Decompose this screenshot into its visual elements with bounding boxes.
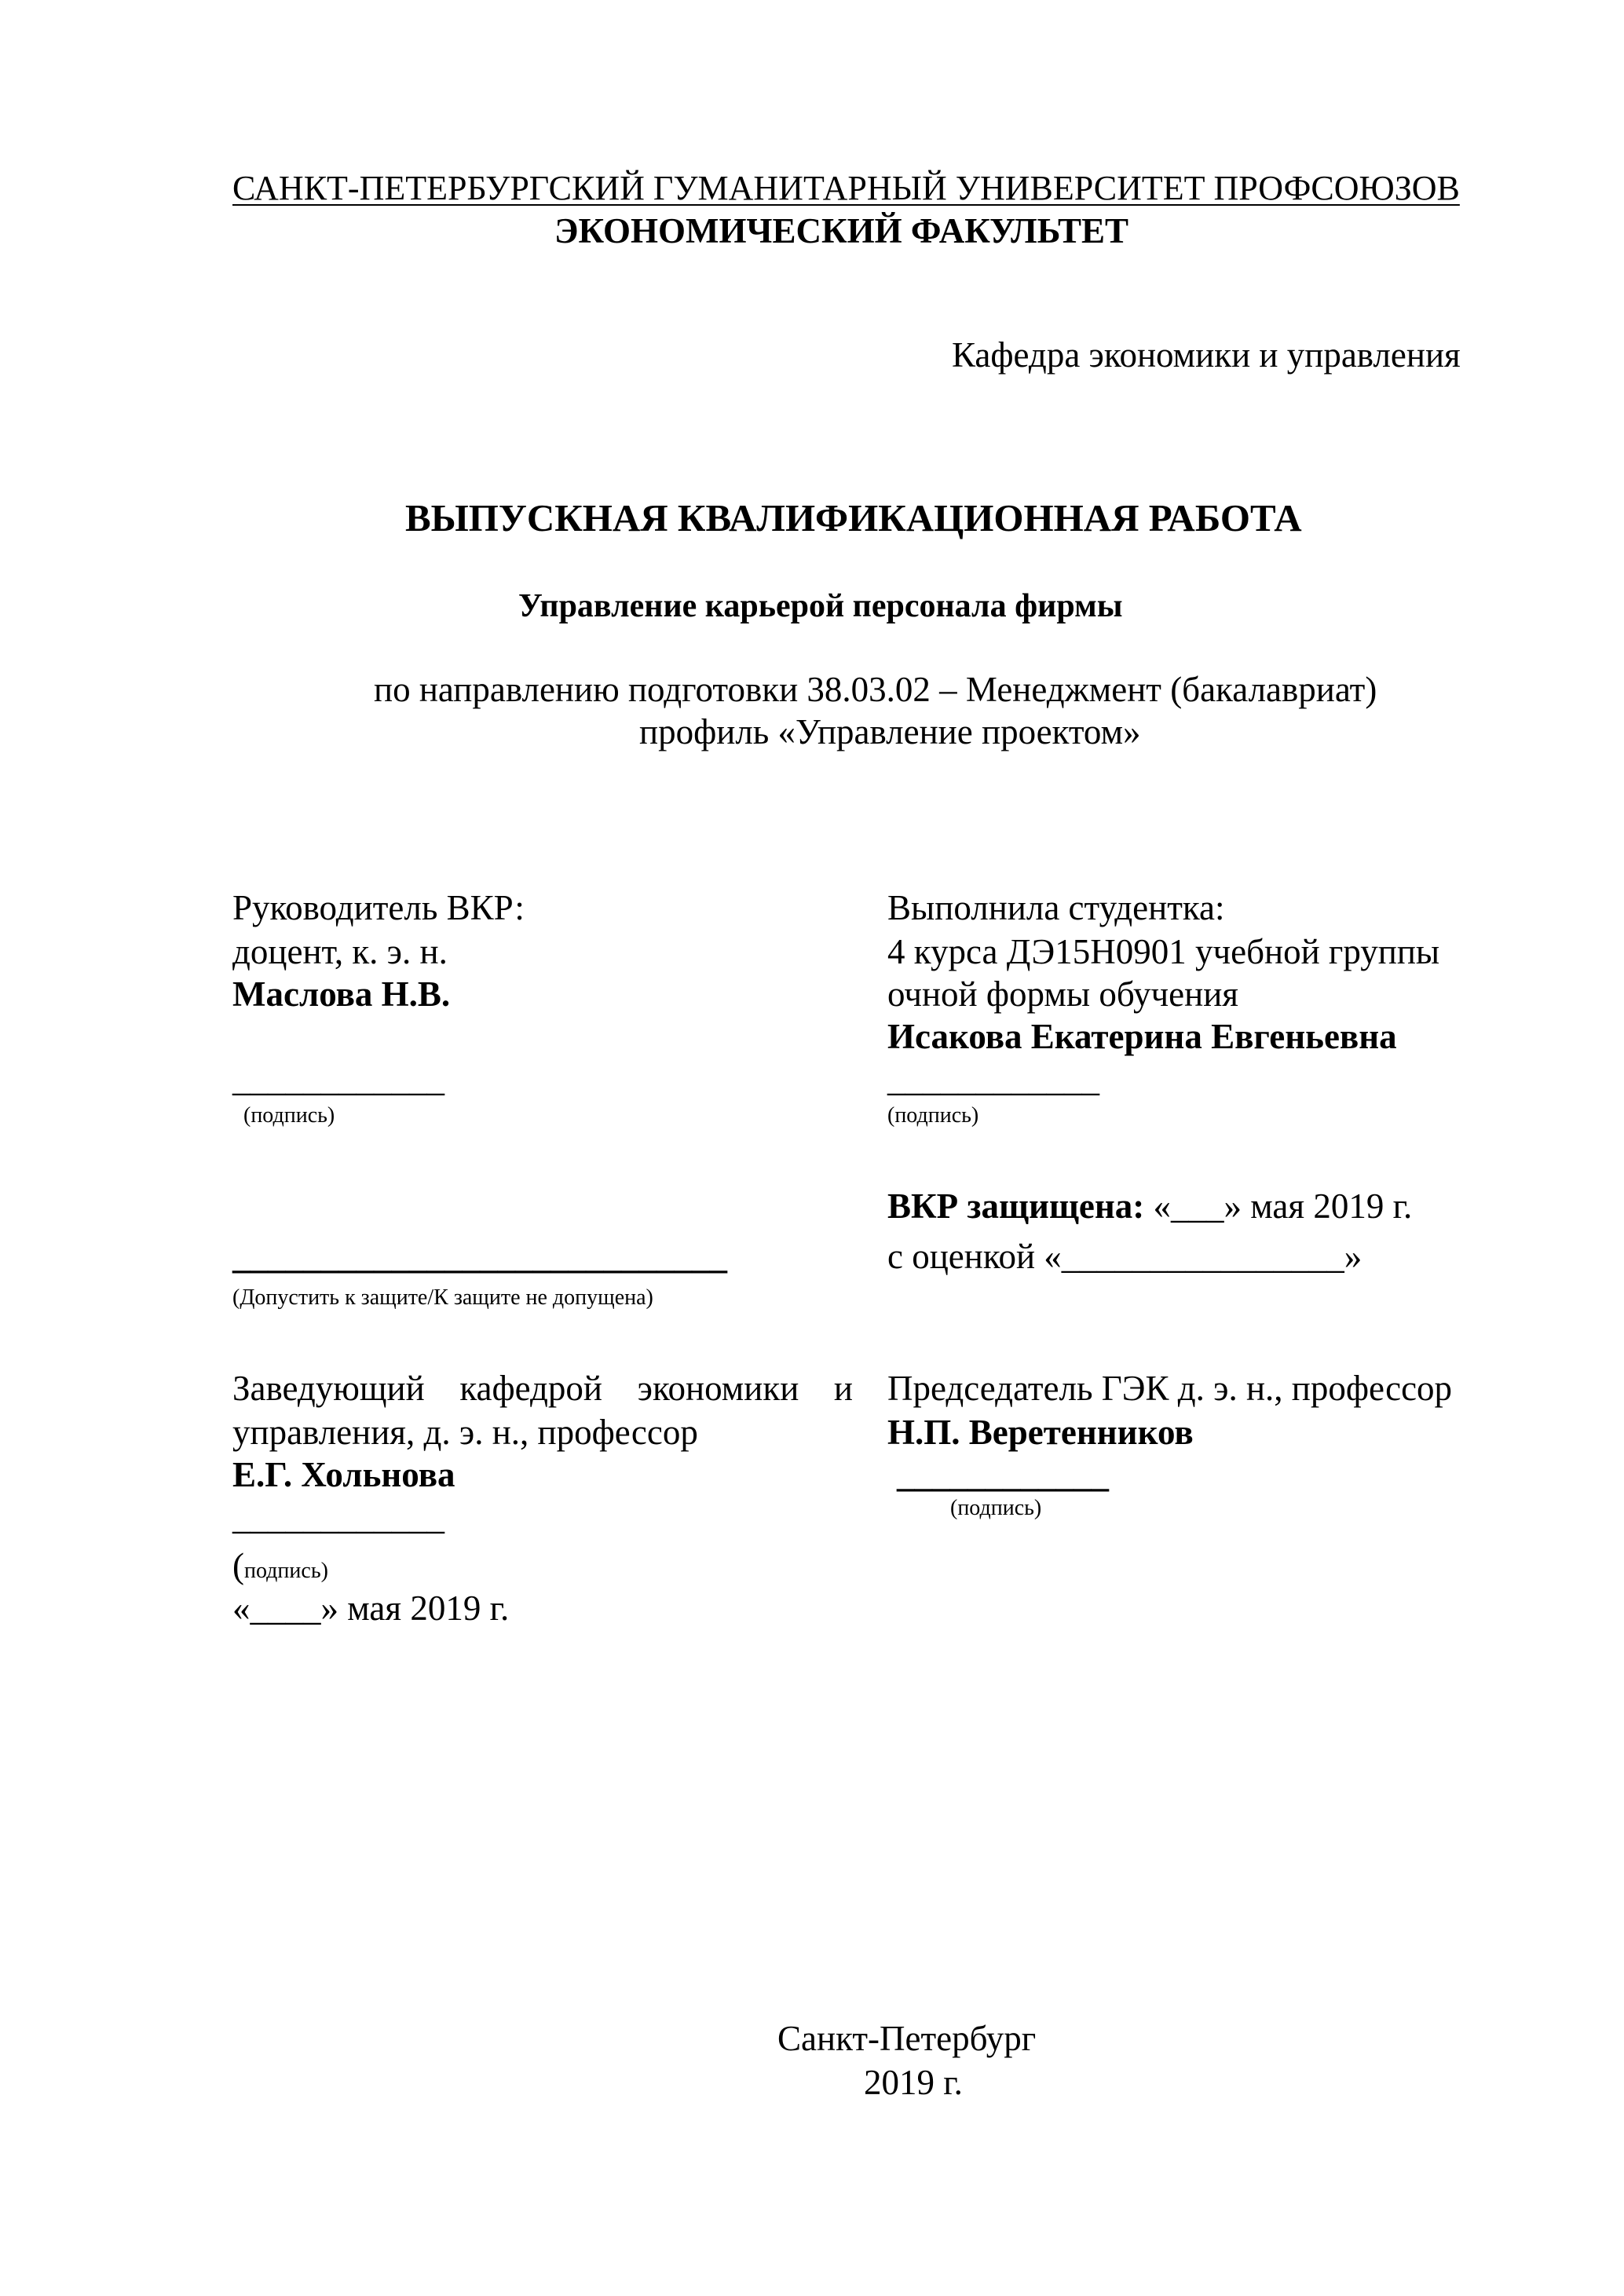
work-type-title: ВЫПУСКНАЯ КВАЛИФИКАЦИОННАЯ РАБОТА <box>405 496 1302 539</box>
supervisor-signature-caption: (подпись) <box>243 1103 335 1128</box>
head-position-line2: управления, д. э. н., профессор <box>232 1413 698 1452</box>
profile-text: профиль «Управление проектом» <box>639 712 1141 751</box>
head-name: Е.Г. Хольнова <box>232 1455 455 1494</box>
defense-label: ВКР защищена: <box>887 1186 1145 1226</box>
head-signature-caption-group <box>232 1544 328 1588</box>
defense-line <box>887 1184 1412 1228</box>
student-group: 4 курса ДЭ15Н0901 учебной группы <box>887 932 1440 971</box>
chair-signature-line: ____________ <box>897 1455 1109 1494</box>
supervisor-name: Маслова Н.В. <box>232 974 451 1014</box>
admission-line: ____________________________ <box>232 1237 727 1276</box>
direction-text: по направлению подготовки 38.03.02 – Менеджмент (бакалавриат) <box>374 670 1377 709</box>
student-signature-line: ____________ <box>887 1059 1099 1099</box>
admission-caption: (Допустить к защите/К защите не допущена) <box>232 1285 653 1310</box>
supervisor-position: доцент, к. э. н. <box>232 932 448 971</box>
supervisor-heading: Руководитель ВКР: <box>232 888 525 927</box>
faculty-name: ЭКОНОМИЧЕСКИЙ ФАКУЛЬТЕТ <box>554 211 1129 250</box>
chair-position: Председатель ГЭК д. э. н., профессор <box>887 1369 1453 1408</box>
topic-title: Управление карьерой персонала фирмы <box>518 588 1123 624</box>
department-name: Кафедра экономики и управления <box>952 335 1461 375</box>
head-signature-paren: ( <box>232 1546 244 1585</box>
chair-signature-caption: (подпись) <box>950 1496 1042 1520</box>
supervisor-signature-line: ____________ <box>232 1059 444 1099</box>
footer-year: 2019 г. <box>864 2063 963 2102</box>
head-date: «____» мая 2019 г. <box>232 1589 510 1628</box>
student-signature-caption: (подпись) <box>887 1103 979 1128</box>
defense-date: «___» мая 2019 г. <box>1153 1186 1413 1226</box>
student-heading: Выполнила студентка: <box>887 888 1225 927</box>
head-signature-caption: подпись) <box>244 1559 328 1583</box>
head-signature-line: ____________ <box>232 1497 444 1537</box>
chair-name: Н.П. Веретенников <box>887 1413 1194 1452</box>
footer-city: Санкт-Петербург <box>777 2019 1037 2058</box>
defense-grade: с оценкой «________________» <box>887 1237 1362 1276</box>
head-position-line1: Заведующий кафедрой экономики и <box>232 1369 853 1408</box>
student-name: Исакова Екатерина Евгеньевна <box>887 1017 1397 1056</box>
student-study-form: очной формы обучения <box>887 974 1238 1014</box>
university-name: САНКТ-ПЕТЕРБУРГСКИЙ ГУМАНИТАРНЫЙ УНИВЕРСИТЕТ ПРОФСОЮЗОВ <box>232 169 1460 207</box>
